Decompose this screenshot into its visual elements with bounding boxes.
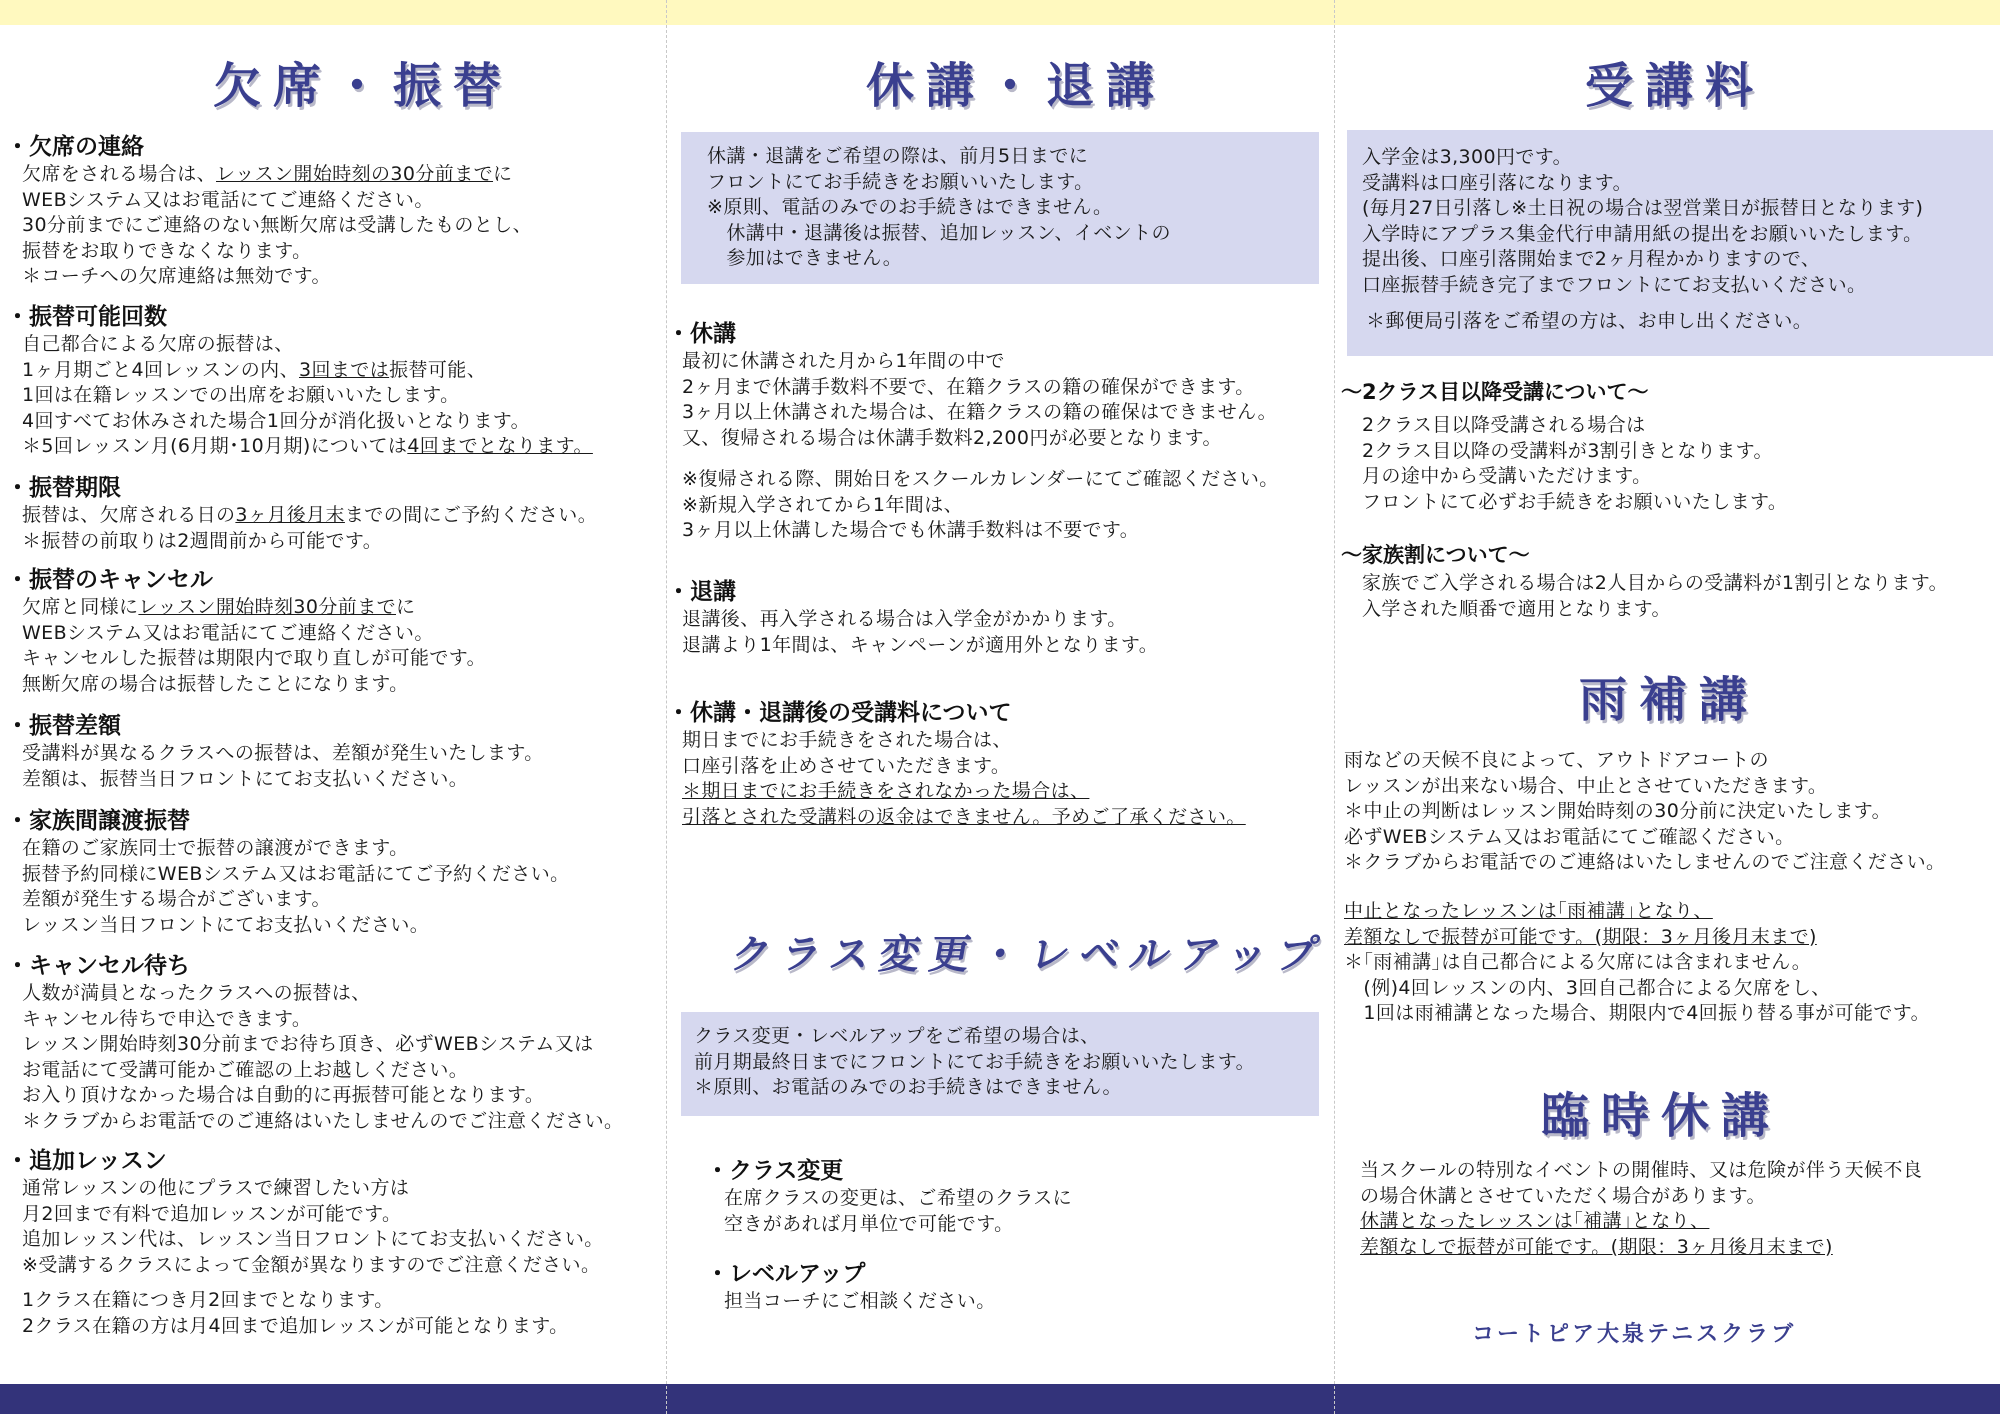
text: レッスンが出来ない場合、中止とさせていただきます。 <box>1344 774 1828 797</box>
tuition-column <box>1335 0 2000 1384</box>
text-line <box>1362 413 1787 439</box>
text: 担当コーチにご相談ください。 <box>724 1290 996 1312</box>
text: 休講中・退講後は振替、追加レッスン、イベントの <box>707 221 1171 244</box>
text: 振替は、欠席される日の <box>22 504 236 526</box>
text-line <box>682 805 1246 831</box>
text-line <box>1360 1158 1922 1184</box>
section-title: 〜家族割について〜 <box>1341 543 1530 567</box>
text: 無断欠席の場合は振替したことになります。 <box>22 672 409 695</box>
text-line <box>1360 1209 1922 1235</box>
text-line <box>22 213 532 239</box>
underlined-text: ＊期日までにお手続きをされなかった場合は、 <box>682 780 1090 802</box>
text-line <box>682 426 1277 452</box>
text-line <box>1344 925 1930 951</box>
text-line <box>22 409 593 435</box>
text: 1クラス在籍につき月2回までとなります。 <box>22 1289 394 1311</box>
text: 3ヶ月以上休講した場合でも休講手数料は不要です。 <box>682 519 1140 541</box>
text-line <box>22 383 593 409</box>
section-notes <box>682 467 1279 544</box>
text: 2クラス目以降受講される場合は <box>1362 414 1646 436</box>
text: 欠席と同様に <box>22 596 139 618</box>
text: ＊振替の前取りは2週間前から可能です。 <box>22 529 383 552</box>
text-line <box>682 400 1277 426</box>
text: 当スクールの特別なイベントの開催時、又は危険が伴う天候不良 <box>1360 1159 1923 1181</box>
text-line <box>1344 774 1945 800</box>
text-line <box>1344 799 1945 825</box>
temporary-closure-heading: 臨時休講 <box>1541 1088 1782 1144</box>
text: お電話にて受講可能かご確認の上お越しください。 <box>22 1058 469 1081</box>
text-line <box>694 1075 1319 1101</box>
section-body <box>22 836 570 938</box>
text: ＊クラブからお電話でのご連絡はいたしませんのでご注意ください。 <box>22 1109 624 1132</box>
tuition-note: ＊郵便局引落をご希望の方は、お申し出ください。 <box>1366 310 1813 332</box>
text-line <box>1344 748 1945 774</box>
notice-box <box>681 132 1319 284</box>
section-body <box>22 981 623 1134</box>
text: 差額が発生する場合がございます。 <box>22 888 331 910</box>
text: 参加はできません。 <box>707 247 903 269</box>
section-title: ・振替のキャンセル <box>6 567 213 593</box>
underlined-text: 差額なしで振替が可能です。(期限：3ヶ月後月末まで) <box>1360 1235 1833 1258</box>
text-line <box>682 349 1277 375</box>
text: 差額は、振替当日フロントにてお支払いください。 <box>22 767 469 790</box>
notice-box <box>681 1012 1319 1116</box>
text: 口座振替手続き完了までフロントにてお支払いください。 <box>1362 273 1867 296</box>
text: 休講・退講をご希望の際は、前月5日までに <box>707 145 1089 167</box>
text-line <box>22 862 570 888</box>
text-line <box>682 607 1158 633</box>
text: 振替可能、 <box>389 358 487 381</box>
text-line <box>707 221 1319 247</box>
notice-text <box>694 1024 1319 1101</box>
section-title: ・家族間譲渡振替 <box>6 808 190 834</box>
text: 必ずWEBシステム又はお電話にてご確認ください。 <box>1344 825 1795 848</box>
text-line <box>682 728 1246 754</box>
text-line <box>22 1109 623 1135</box>
text-line <box>1362 571 1948 597</box>
section-body <box>724 1186 1072 1237</box>
text: に <box>493 163 513 185</box>
section-title: ・振替可能回数 <box>6 304 167 330</box>
text-line <box>22 1288 569 1314</box>
text-line <box>22 887 570 913</box>
underlined-text: 4回までとなります。 <box>407 435 593 457</box>
section-title: 〜2クラス目以降受講について〜 <box>1341 380 1649 404</box>
text: ※受講するクラスによって金額が異なりますのでご注意ください。 <box>22 1253 601 1276</box>
text-line <box>22 1227 604 1253</box>
underlined-text: レッスン開始時刻の30分前まで <box>216 163 494 185</box>
text: お入り頂けなかった場合は自動的に再振替可能となります。 <box>22 1084 545 1106</box>
text: 人数が満員となったクラスへの振替は、 <box>22 982 371 1004</box>
text-line <box>22 741 544 767</box>
section-body <box>1344 899 1930 1027</box>
text-line <box>22 1202 604 1228</box>
text: 在籍のご家族同士で振替の譲渡ができます。 <box>22 837 409 859</box>
text-line <box>1344 950 1930 976</box>
section-title: ・欠席の連絡 <box>6 134 144 160</box>
underlined-text: レッスン開始時刻30分前まで <box>138 596 396 618</box>
text-line <box>22 434 593 460</box>
text-line <box>22 1083 623 1109</box>
text: 通常レッスンの他にプラスで練習したい方は <box>22 1177 410 1199</box>
text-line <box>1362 171 1993 197</box>
text-line <box>22 264 532 290</box>
text: 欠席をされる場合は、 <box>22 163 217 185</box>
underlined-text: 差額なしで振替が可能です。(期限：3ヶ月後月末まで) <box>1344 925 1817 948</box>
text-line <box>1362 464 1787 490</box>
text-line <box>682 754 1246 780</box>
text: ※原則、電話のみでのお手続きはできません。 <box>707 196 1113 218</box>
text-line <box>682 518 1279 544</box>
section-body <box>1360 1158 1922 1260</box>
text: 4回すべてお休みされた場合1回分が消化扱いとなります。 <box>22 409 531 432</box>
text-line <box>682 467 1279 493</box>
text: ＊5回レッスン月(6月期･10月期)については <box>22 435 408 457</box>
text-line <box>22 767 544 793</box>
text: 1ヶ月期ごと4回レッスンの内、 <box>22 358 299 381</box>
text-line <box>1362 273 1993 299</box>
text: 2クラス在籍の方は月4回まで追加レッスンが可能となります。 <box>22 1314 569 1337</box>
section-title: ・振替差額 <box>6 713 121 739</box>
section-body <box>682 349 1277 451</box>
text-line <box>22 621 486 647</box>
text-line <box>682 375 1277 401</box>
text: 在席クラスの変更は、ご希望のクラスに <box>724 1187 1073 1209</box>
text: フロントにてお手続きをお願いいたします。 <box>707 170 1094 193</box>
text: 追加レッスン代は、レッスン当日フロントにてお支払いください。 <box>22 1228 604 1250</box>
text: ＊｢雨補講｣は自己都合による欠席には含まれません。 <box>1344 951 1812 973</box>
text: 1回は雨補講となった場合、期限内で4回振り替る事が可能です。 <box>1344 1002 1931 1024</box>
text: 振替をお取りできなくなります。 <box>22 239 312 262</box>
text: 期日までにお手続きをされた場合は、 <box>682 729 1012 751</box>
text: 3ヶ月以上休講された場合は、在籍クラスの籍の確保はできません。 <box>682 401 1278 423</box>
text-line <box>22 836 570 862</box>
section-body <box>682 607 1158 658</box>
text: 振替予約同様にWEBシステム又はお電話にてご予約ください。 <box>22 862 570 885</box>
text-line <box>22 332 593 358</box>
text-line <box>22 646 486 672</box>
section-body <box>724 1289 996 1315</box>
notice-text <box>707 144 1319 272</box>
tuition-box <box>1347 130 1993 356</box>
text-line <box>22 1032 623 1058</box>
text-line <box>1344 825 1945 851</box>
text: 1回は在籍レッスンでの出席をお願いいたします。 <box>22 384 460 406</box>
rain-makeup-heading: 雨補講 <box>1579 672 1760 728</box>
text: レッスン当日フロントにてお支払いください。 <box>22 913 430 936</box>
text: 退講後、再入学される場合は入学金がかかります。 <box>682 608 1127 630</box>
text: ※新規入学されてから1年間は、 <box>682 493 964 516</box>
text-line <box>724 1186 1072 1212</box>
section-body <box>22 595 486 697</box>
text: 最初に休講された月から1年間の中で <box>682 350 1005 372</box>
text-line <box>22 503 597 529</box>
text-line <box>1362 145 1993 171</box>
text-line <box>22 162 532 188</box>
text: ＊コーチへの欠席連絡は無効です。 <box>22 265 331 287</box>
text: 自己都合による欠席の振替は、 <box>22 333 294 355</box>
text: 月の途中から受講いただけます。 <box>1362 465 1652 487</box>
text: 2ヶ月まで休講手数料不要で、在籍クラスの籍の確保ができます。 <box>682 375 1255 398</box>
text-line <box>22 1058 623 1084</box>
section-body <box>1362 571 1948 622</box>
text: 2クラス目以降の受講料が3割引きとなります。 <box>1362 439 1773 462</box>
text: までの間にご予約ください。 <box>344 504 598 526</box>
section-title: ・レベルアップ <box>706 1261 866 1287</box>
absence-transfer-heading: 欠席・振替 <box>213 58 514 114</box>
text-line <box>22 1176 604 1202</box>
text: 又、復帰される場合は休講手数料2,200円が必要となります。 <box>682 426 1222 449</box>
text: 雨などの天候不良によって、アウトドアコートの <box>1344 749 1769 771</box>
section-body <box>682 728 1246 830</box>
text-line <box>707 144 1319 170</box>
text-line <box>22 1253 604 1279</box>
underlined-text: 中止となったレッスンは｢雨補講｣となり、 <box>1344 900 1713 922</box>
underlined-text: 3ヶ月後月末 <box>235 504 345 526</box>
tuition-text <box>1362 145 1993 298</box>
text-line <box>1344 976 1930 1002</box>
text-line <box>1362 597 1948 623</box>
text: 前月期最終日までにフロントにてお手続きをお願いいたします。 <box>694 1050 1256 1073</box>
text: フロントにて必ずお手続きをお願いいたします。 <box>1362 490 1788 513</box>
underlined-text: 引落とされた受講料の返金はできません。予めご了承ください。 <box>682 805 1246 828</box>
text-line <box>22 672 486 698</box>
text-line <box>22 239 532 265</box>
text-line <box>1344 850 1945 876</box>
text-line <box>1362 490 1787 516</box>
section-title: ・キャンセル待ち <box>6 953 190 979</box>
text-line <box>724 1289 996 1315</box>
section-title: ・休講・退講後の受講料について <box>667 700 1012 726</box>
underlined-text: 休講となったレッスンは｢補講｣となり、 <box>1360 1210 1710 1232</box>
section-body <box>22 162 532 290</box>
text-line <box>707 170 1319 196</box>
section-title: ・振替期限 <box>6 475 121 501</box>
text-line <box>22 529 597 555</box>
text-line <box>22 1314 569 1340</box>
text: キャンセル待ちで申込できます。 <box>22 1007 312 1030</box>
tuition-heading: 受講料 <box>1585 58 1766 114</box>
text: 家族でご入学される場合は2人目からの受講料が1割引となります。 <box>1362 572 1949 594</box>
section-title: ・休講 <box>667 321 736 347</box>
text: 提出後、口座引落開始まで2ヶ月程かかりますので、 <box>1362 248 1821 270</box>
section-body <box>22 1288 569 1339</box>
text-line <box>724 1212 1072 1238</box>
text-line <box>1362 439 1787 465</box>
text-line <box>694 1050 1319 1076</box>
text: 口座引落を止めさせていただきます。 <box>682 754 1011 777</box>
leave-withdrawal-column <box>667 0 1334 1384</box>
text: (例)4回レッスンの内、3回自己都合による欠席をし、 <box>1344 976 1831 999</box>
text-line <box>1360 1184 1922 1210</box>
text-line <box>22 981 623 1007</box>
text-line <box>707 195 1319 221</box>
section-body <box>1362 413 1787 515</box>
section-body <box>22 332 593 460</box>
section-body <box>22 741 544 792</box>
text: に <box>396 596 416 618</box>
text-line <box>22 188 532 214</box>
text: 入学金は3,300円です。 <box>1362 146 1573 168</box>
text: ※復帰される際、開始日をスクールカレンダーにてご確認ください。 <box>682 468 1279 490</box>
section-title: ・クラス変更 <box>706 1158 844 1184</box>
text: ＊原則、お電話のみでのお手続きはできません。 <box>694 1076 1122 1098</box>
text-line <box>22 595 486 621</box>
text: 入学された順番で適用となります。 <box>1362 597 1671 620</box>
text: 受講料が異なるクラスへの振替は、差額が発生いたします。 <box>22 742 544 764</box>
text-line <box>707 246 1319 272</box>
text-line <box>682 493 1279 519</box>
text-line <box>682 779 1246 805</box>
text-line <box>22 913 570 939</box>
bottom-band <box>0 1384 2000 1414</box>
text: キャンセルした振替は期限内で取り直しが可能です。 <box>22 647 487 669</box>
text-line <box>1362 247 1993 273</box>
text: レッスン開始時刻30分前までお待ち頂き、必ずWEBシステム又は <box>22 1033 594 1055</box>
text-line <box>1360 1235 1922 1261</box>
text-line <box>694 1024 1319 1050</box>
text-line <box>682 633 1158 659</box>
text: 月2回まで有料で追加レッスンが可能です。 <box>22 1202 402 1225</box>
text: 30分前までにご連絡のない無断欠席は受講したものとし、 <box>22 214 532 236</box>
text: (毎月27日引落し※土日祝の場合は翌営業日が振替日となります) <box>1362 197 1924 219</box>
underlined-text: 3回までは <box>299 358 390 381</box>
class-change-heading: クラス変更・レベルアップ <box>726 932 1332 978</box>
text-line <box>1362 196 1993 222</box>
section-title: ・退講 <box>667 579 736 605</box>
text: 入学時にアプラス集金代行申請用紙の提出をお願いいたします。 <box>1362 222 1923 245</box>
text: ＊中止の判断はレッスン開始時刻の30分前に決定いたします。 <box>1344 800 1892 822</box>
text: 空きがあれば月単位で可能です。 <box>724 1212 1014 1235</box>
text-line <box>1362 222 1993 248</box>
text-line <box>1344 1001 1930 1027</box>
text: WEBシステム又はお電話にてご連絡ください。 <box>22 188 434 211</box>
section-body <box>1344 748 1945 876</box>
section-body <box>22 1176 604 1278</box>
text: 受講料は口座引落になります。 <box>1362 171 1633 194</box>
text-line <box>22 1007 623 1033</box>
text: の場合休講とさせていただく場合があります。 <box>1360 1184 1766 1207</box>
text: WEBシステム又はお電話にてご連絡ください。 <box>22 621 434 644</box>
section-body <box>22 503 597 554</box>
club-name: コートピア大泉テニスクラブ <box>1472 1322 1797 1347</box>
text: クラス変更・レベルアップをご希望の場合は、 <box>694 1025 1100 1047</box>
text-line <box>22 358 593 384</box>
absence-transfer-column <box>0 0 666 1384</box>
section-title: ・追加レッスン <box>6 1148 167 1174</box>
text-line <box>1344 899 1930 925</box>
leave-withdrawal-heading: 休講・退講 <box>866 58 1167 114</box>
text: ＊クラブからお電話でのご連絡はいたしませんのでご注意ください。 <box>1344 851 1946 873</box>
text: 退講より1年間は、キャンペーンが適用外となります。 <box>682 633 1159 656</box>
